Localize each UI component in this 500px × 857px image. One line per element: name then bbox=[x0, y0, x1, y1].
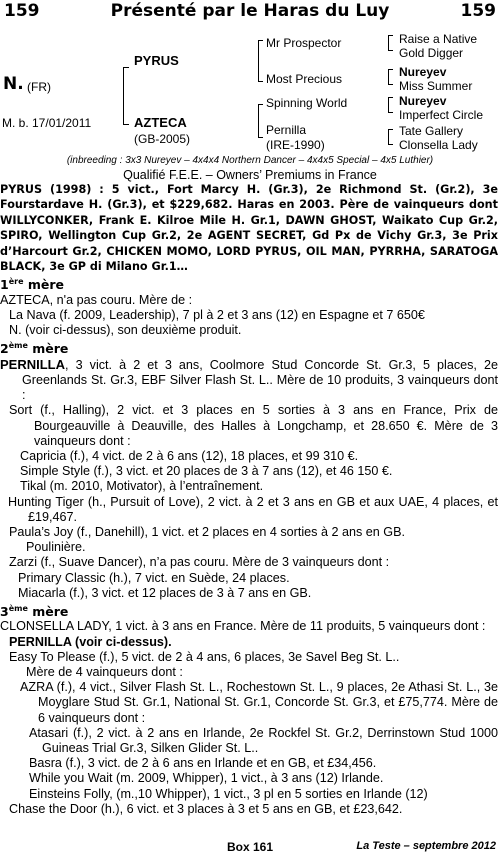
bracket-line bbox=[388, 50, 393, 51]
pedigree-table bbox=[0, 26, 500, 156]
produce-line: N. (voir ci-dessus), son deuxième produit. bbox=[9, 323, 242, 338]
sale-place-date: La Teste – septembre 2012 bbox=[356, 840, 496, 852]
bracket-line bbox=[258, 40, 259, 82]
page-title: Présenté par le Haras du Luy bbox=[110, 1, 390, 21]
produce-easy-to-please: Easy To Please (f.), 5 vict. de 2 à 4 ans, 6 places, 3e Savel Beg St. L.. bbox=[9, 649, 400, 664]
produce-sort: Sort (f., Halling), 2 vict. et 3 places en 5 sorties à 3 ans en France, Prix de Bourgeauville à Deauville, des Halles à Longchamp, et 28.650 €. Mère de 3 vainqueurs dont : bbox=[9, 403, 498, 448]
sire-sire: Mr Prospector bbox=[266, 36, 342, 50]
sire-dam: Most Precious bbox=[266, 72, 343, 86]
dam-dam-origin: (IRE-1990) bbox=[266, 138, 325, 152]
bracket-line bbox=[388, 144, 393, 145]
produce-capricia: Capricia (f.), 4 vict. de 2 à 6 ans (12), 18 places, et 99 310 €. bbox=[20, 448, 359, 463]
produce-tikal: Tikal (m. 2010, Motivator), à l’entraînement. bbox=[20, 479, 264, 494]
dam-name: AZTECA bbox=[134, 115, 187, 130]
bracket-line bbox=[123, 124, 129, 125]
sire-record: PYRUS (1998) : 5 vict., Fort Marcy H. (Gr.3), 2e Richmond St. (Gr.2), 3e Fourstardave H. (Gr.3), et $229,682. Haras en 2003. Père de vainqueurs dont WILLYCONKER, Frank E. Kilroe Mile H. Gr.1, DAWN GHOST, Waikato Cup Gr.2, SPIRO, Wellington Cup Gr.2, 2e AGENT SECRET, Gd Px de Vichy Gr.3, 3e Prix d’Harcourt Gr.2, CHICKEN MOMO, LORD PYRUS, OIL MAN, PYRRHA, SARATOGA BLACK, 3e GP di Milano Gr.1… bbox=[0, 183, 498, 274]
produce-while-you-wait: While you Wait (m. 2009, Whipper), 1 vict., à 3 ans (12) Irlande. bbox=[29, 771, 384, 786]
bracket-line bbox=[123, 67, 124, 125]
bracket-line bbox=[388, 129, 393, 130]
produce-atasari: Atasari (f.), 2 vict. à 2 ans en Irlande, 2e Rockfel St. Gr.2, Derrinstown Stud 1000 Guineas Trial Gr.3, Silken Glider St. L.. bbox=[29, 725, 498, 755]
catalogue-text bbox=[0, 182, 498, 817]
bracket-line bbox=[388, 35, 393, 36]
bracket-line bbox=[258, 104, 263, 105]
first-dam-intro: AZTECA, n'a pas couru. Mère de : bbox=[0, 292, 193, 307]
produce-pernilla: PERNILLA (voir ci-dessus). bbox=[9, 634, 172, 649]
ancestor-g6: Imperfect Circle bbox=[399, 108, 484, 122]
first-dam-heading: 1ère mère bbox=[0, 277, 64, 293]
ancestor-g8: Clonsella Lady bbox=[399, 138, 478, 152]
ancestor-g7: Tate Gallery bbox=[399, 124, 464, 138]
bracket-line bbox=[258, 137, 263, 138]
bracket-line bbox=[388, 129, 389, 144]
bracket-line bbox=[388, 84, 393, 85]
qualification-note: Qualifié F.E.E. – Owners’ Premiums in France bbox=[123, 168, 377, 182]
bracket-line bbox=[258, 40, 263, 41]
bracket-line bbox=[388, 69, 389, 84]
third-dam-record: CLONSELLA LADY, 1 vict. à 3 ans en France. Mère de 11 produits, 5 vainqueurs dont : bbox=[0, 619, 486, 634]
produce-basra: Basra (f.), 3 vict. de 2 à 6 ans en Irlande et en GB, et £34,456. bbox=[29, 756, 377, 771]
second-dam-heading: 2ème mère bbox=[0, 341, 69, 357]
produce-simple-style: Simple Style (f.), 3 vict. et 20 places de 3 à 7 ans (12), et 46 150 €. bbox=[20, 464, 393, 479]
bracket-line bbox=[258, 104, 259, 138]
produce-azra: AZRA (f.), 4 vict., Silver Flash St. L., Rochestown St. L., 9 places, 2e Athasi St. L., 3e Moyglare Stud St. Gr.1, National St. Gr.1, Concorde St. Gr.3, et £75,774. Mère de 6 vainqueurs dont : bbox=[20, 680, 498, 725]
produce-einsteins-folly: Einsteins Folly, (m.,10 Whipper), 1 vict., 3 pl en 5 sorties en Irlande (12) bbox=[29, 786, 428, 801]
bracket-line bbox=[258, 81, 263, 82]
dam-origin: (GB-2005) bbox=[134, 132, 191, 146]
bracket-line bbox=[388, 35, 389, 50]
ancestor-g2: Gold Digger bbox=[399, 46, 464, 60]
ancestor-g3: Nureyev bbox=[399, 65, 447, 79]
bracket-line bbox=[388, 112, 393, 113]
ancestor-g5: Nureyev bbox=[399, 94, 447, 108]
produce-pouliniere: Poulinière. bbox=[26, 540, 86, 555]
bracket-line bbox=[388, 69, 393, 70]
inbreeding-note: (inbreeding : 3x3 Nureyev – 4x4x4 Northern Dancer – 4x4x5 Special – 4x5 Luthier) bbox=[66, 155, 434, 166]
bracket-line bbox=[388, 97, 389, 112]
produce-zarzi: Zarzi (f., Suave Dancer), n’a pas couru. Mère de 3 vainqueurs dont : bbox=[9, 555, 390, 570]
bracket-line bbox=[123, 67, 129, 68]
produce-line: La Nava (f. 2009, Leadership), 7 pl à 2 et 3 ans (12) en Espagne et 7 650€ bbox=[9, 308, 425, 322]
lot-number-left: 159 bbox=[4, 1, 40, 21]
produce-easy-to-please-cont: Mère de 4 vainqueurs dont : bbox=[26, 664, 183, 679]
ancestor-g4: Miss Summer bbox=[399, 79, 473, 93]
horse-name: N. bbox=[3, 74, 24, 94]
bracket-line bbox=[388, 97, 393, 98]
dam-sire: Spinning World bbox=[266, 96, 348, 110]
sire-name: PYRUS bbox=[134, 53, 179, 68]
second-dam-record: PERNILLA, 3 vict. à 2 et 3 ans, Coolmore Stud Concorde St. Gr.3, 5 places, 2e Greenlands St. Gr.3, EBF Silver Flash St. L.. Mère de 10 produits, 3 vainqueurs dont : bbox=[0, 356, 498, 403]
produce-miacarla: Miacarla (f.), 3 vict. et 12 places de 3 à 7 ans en GB. bbox=[18, 585, 312, 600]
lot-number-right: 159 bbox=[460, 1, 496, 21]
third-dam-heading: 3ème mère bbox=[0, 604, 69, 620]
produce-paulas-joy: Paula’s Joy (f., Danehill), 1 vict. et 2 places en 4 sorties à 2 ans en GB. bbox=[9, 525, 405, 539]
box-number: Box 161 bbox=[226, 840, 274, 854]
produce-primary-classic: Primary Classic (h.), 7 vict. en Suède, 24 places. bbox=[18, 570, 290, 585]
produce-hunting-tiger: Hunting Tiger (h., Pursuit of Love), 2 vict. à 2 et 3 ans en GB et aux UAE, 4 places, et £19,467. bbox=[8, 494, 498, 524]
horse-info: M. b. 17/01/2011 bbox=[2, 116, 92, 130]
ancestor-g1: Raise a Native bbox=[399, 32, 478, 46]
dam-dam: Pernilla bbox=[266, 123, 307, 137]
horse-origin: (FR) bbox=[27, 80, 51, 94]
produce-chase-the-door: Chase the Door (h.), 6 vict. et 3 places à 3 et 5 ans en GB, et £23,642. bbox=[9, 801, 403, 816]
page-header bbox=[0, 1, 500, 21]
